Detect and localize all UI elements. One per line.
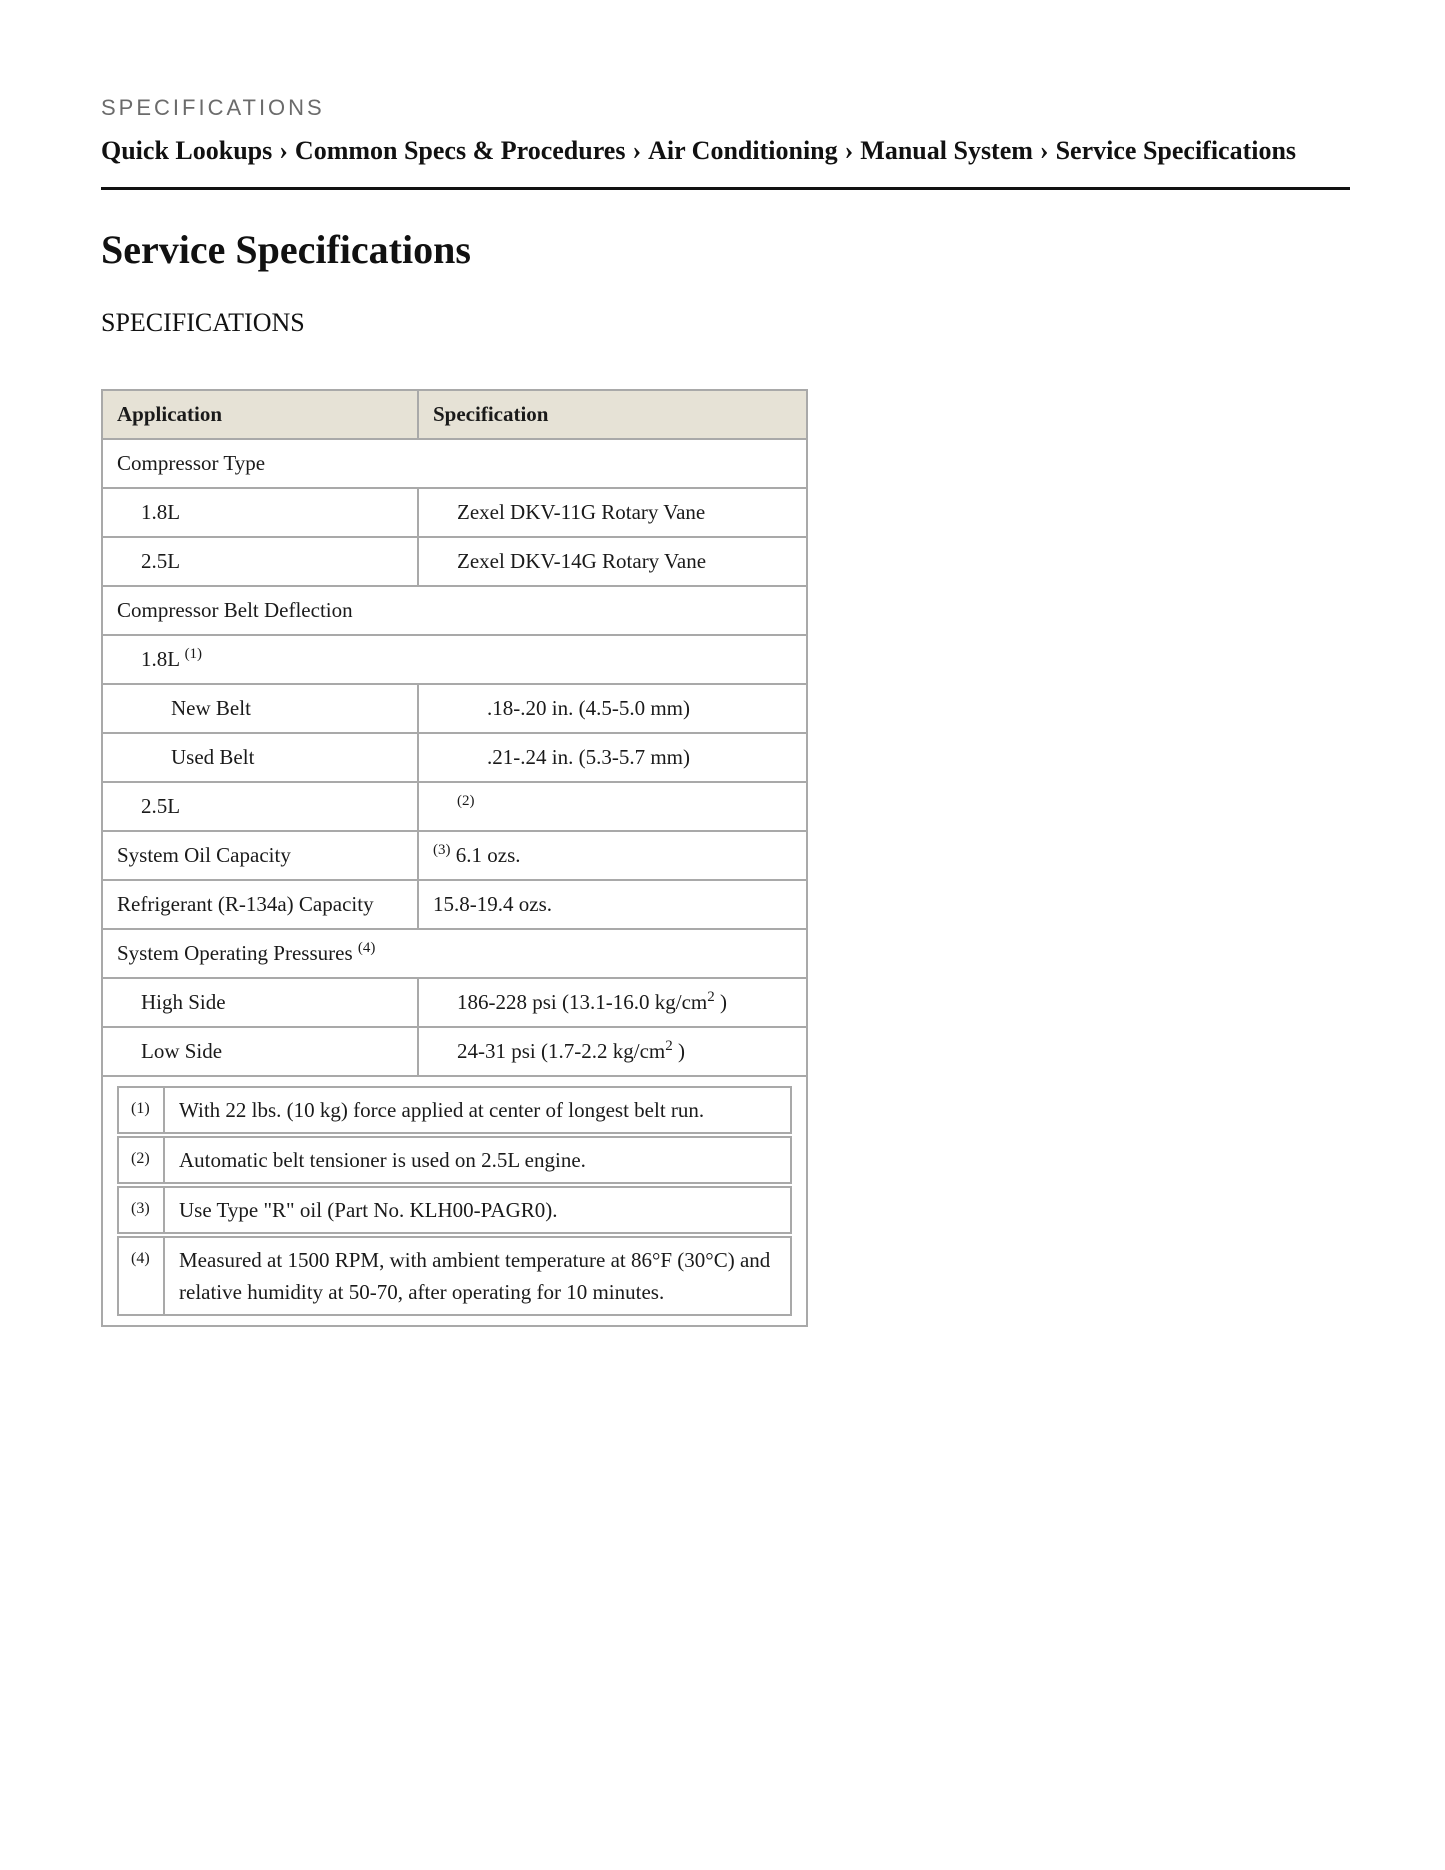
footnote-ref: (4) bbox=[357, 940, 376, 956]
table-row bbox=[102, 586, 807, 635]
specification-cell bbox=[418, 782, 807, 831]
table-row bbox=[102, 978, 807, 1027]
application-cell: 2.5L bbox=[102, 782, 418, 831]
specification-cell: 15.8-19.4 ozs. bbox=[418, 880, 807, 929]
breadcrumb bbox=[101, 136, 1296, 166]
application-cell: 2.5L bbox=[102, 537, 418, 586]
table-header-row bbox=[102, 390, 807, 439]
breadcrumb-separator: › bbox=[844, 136, 854, 165]
specification-text: ) bbox=[714, 990, 727, 1014]
footnote-text: Use Type "R" oil (Part No. KLH00-PAGR0). bbox=[165, 1186, 792, 1234]
specification-cell: .18-.20 in. (4.5-5.0 mm) bbox=[418, 684, 807, 733]
footnote bbox=[117, 1086, 792, 1134]
specification-cell: Zexel DKV-11G Rotary Vane bbox=[418, 488, 807, 537]
table-row bbox=[102, 831, 807, 880]
table-row bbox=[102, 733, 807, 782]
breadcrumb-separator: › bbox=[279, 136, 288, 165]
application-cell: Refrigerant (R-134a) Capacity bbox=[102, 880, 418, 929]
table-row bbox=[102, 880, 807, 929]
table-row bbox=[102, 635, 807, 684]
specifications-table bbox=[101, 389, 808, 1327]
footnotes-row bbox=[102, 1076, 807, 1326]
specification-text: ) bbox=[672, 1039, 685, 1063]
specification-cell bbox=[418, 1027, 807, 1076]
superscript: 2 bbox=[665, 1038, 673, 1054]
superscript: 2 bbox=[707, 989, 715, 1005]
application-cell: Used Belt bbox=[102, 733, 418, 782]
footnote-text: Measured at 1500 RPM, with ambient temperature at 86°F (30°C) and relative humidity at 50-70, after operating for 10 minutes. bbox=[165, 1236, 792, 1316]
breadcrumb-item-service-specifications[interactable]: Service Specifications bbox=[1055, 136, 1297, 165]
section-label: SPECIFICATIONS bbox=[101, 95, 325, 120]
group-operating-pressures bbox=[102, 929, 807, 978]
page-title: Service Specifications bbox=[101, 227, 471, 272]
specification-text: 6.1 ozs. bbox=[455, 843, 521, 867]
application-cell: 1.8L bbox=[102, 488, 418, 537]
breadcrumb-item-air-conditioning[interactable]: Air Conditioning bbox=[648, 136, 838, 165]
breadcrumb-separator: › bbox=[1039, 136, 1049, 165]
breadcrumb-item-common-specs[interactable]: Common Specs & Procedures bbox=[294, 136, 626, 165]
footnote-number: (2) bbox=[117, 1136, 165, 1184]
specification-cell bbox=[418, 978, 807, 1027]
application-cell: System Oil Capacity bbox=[102, 831, 418, 880]
specification-text: 186-228 psi (13.1-16.0 kg/cm bbox=[457, 990, 708, 1014]
footnotes-table bbox=[117, 1084, 792, 1318]
column-header-application: Application bbox=[102, 390, 418, 439]
footnote bbox=[117, 1186, 792, 1234]
footnote-number: (4) bbox=[117, 1236, 165, 1316]
footnote-ref: (1) bbox=[184, 646, 203, 662]
header-divider bbox=[101, 187, 1350, 190]
group-compressor-type: Compressor Type bbox=[102, 439, 807, 488]
table-row bbox=[102, 929, 807, 978]
footnote-ref: (2) bbox=[457, 793, 475, 809]
specification-cell: .21-.24 in. (5.3-5.7 mm) bbox=[418, 733, 807, 782]
footnote-number: (1) bbox=[117, 1086, 165, 1134]
table-row bbox=[102, 488, 807, 537]
footnote bbox=[117, 1236, 792, 1316]
specification-cell: Zexel DKV-14G Rotary Vane bbox=[418, 537, 807, 586]
specification-cell bbox=[418, 831, 807, 880]
breadcrumb-separator: › bbox=[632, 136, 642, 165]
application-text: 1.8L bbox=[141, 647, 180, 671]
table-row bbox=[102, 684, 807, 733]
group-label: System Operating Pressures bbox=[117, 941, 353, 965]
application-cell: High Side bbox=[102, 978, 418, 1027]
group-belt-deflection: Compressor Belt Deflection bbox=[102, 586, 807, 635]
column-header-specification: Specification bbox=[418, 390, 807, 439]
footnotes-cell bbox=[102, 1076, 807, 1326]
subheading: SPECIFICATIONS bbox=[101, 308, 305, 337]
table-row bbox=[102, 439, 807, 488]
footnote-text: Automatic belt tensioner is used on 2.5L engine. bbox=[165, 1136, 792, 1184]
application-cell: New Belt bbox=[102, 684, 418, 733]
breadcrumb-item-quick-lookups[interactable]: Quick Lookups bbox=[101, 136, 273, 165]
footnote-number: (3) bbox=[117, 1186, 165, 1234]
table-row bbox=[102, 1027, 807, 1076]
footnote bbox=[117, 1136, 792, 1184]
footnote-text: With 22 lbs. (10 kg) force applied at center of longest belt run. bbox=[165, 1086, 792, 1134]
application-cell bbox=[102, 635, 807, 684]
specification-text: 24-31 psi (1.7-2.2 kg/cm bbox=[457, 1039, 666, 1063]
application-cell: Low Side bbox=[102, 1027, 418, 1076]
table-row bbox=[102, 537, 807, 586]
footnote-ref: (3) bbox=[433, 842, 451, 858]
breadcrumb-item-manual-system[interactable]: Manual System bbox=[860, 136, 1033, 165]
table-row bbox=[102, 782, 807, 831]
